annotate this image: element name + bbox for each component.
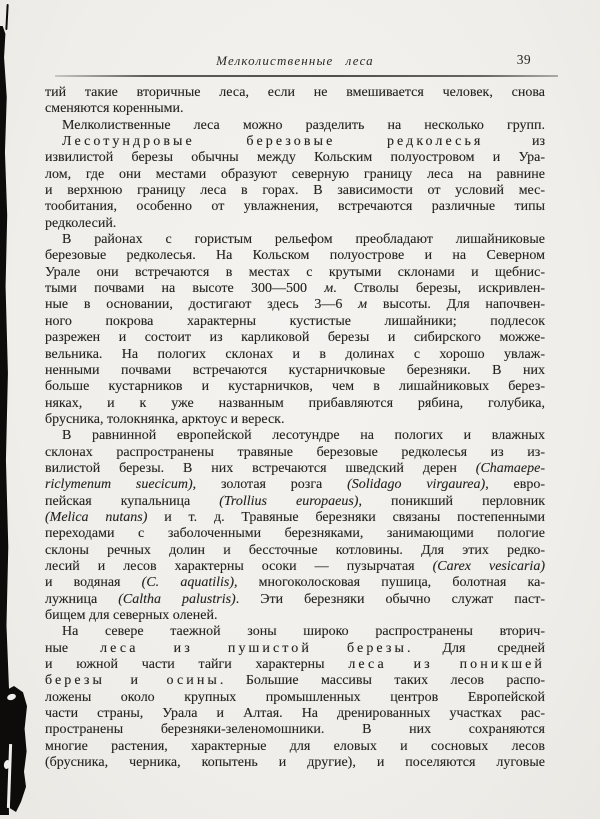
text-segment: , евро- [485, 477, 545, 493]
text-segment: склоны речных долин и бессточные котловины. Для этих редко- [45, 542, 545, 558]
text-line [45, 85, 545, 101]
text-segment: извилистой березы обычны между Кольским полуостровом и Ура- [45, 150, 545, 166]
latin-species-name: м [324, 281, 334, 297]
text-segment: бищем для северных оленей. [45, 608, 218, 623]
text-line [45, 248, 545, 264]
text-segment: лом, где они местами образуют северную границу леса на равнине [45, 166, 545, 182]
page-body [45, 85, 545, 771]
latin-species-name: riclymenum suecicum) [45, 477, 193, 493]
text-line [45, 641, 545, 657]
text-segment: сменяются коренными. [45, 101, 184, 117]
text-line [45, 101, 545, 117]
text-segment: лесий и лесов характерны осоки — пузырчатая [45, 558, 433, 574]
text-line [45, 330, 545, 346]
text-segment: ные в основании, достигают здесь 3—6 [45, 297, 359, 313]
text-line [45, 232, 545, 248]
text-line [45, 150, 545, 166]
text-segment: вилистой березы. В них встречаются шведский дерен [45, 460, 476, 476]
latin-species-name: (Melica nutans) [45, 509, 148, 525]
text-line [45, 755, 545, 771]
text-line [45, 477, 545, 493]
text-line [45, 706, 545, 722]
emphasized-spaced-text: березы и осины [45, 673, 220, 689]
text-segment: высоты. Для напочвен- [367, 297, 545, 313]
text-segment: ного покрова характерны кустистые лишайники; подлесок [45, 313, 545, 329]
text-line [45, 314, 545, 330]
text-line [45, 722, 545, 738]
text-line [45, 657, 545, 673]
latin-species-name: (Caltha palustris) [118, 591, 236, 607]
page-number: 39 [516, 52, 531, 67]
text-line [45, 445, 545, 461]
text-line [45, 510, 545, 526]
text-segment: , многоколосковая пушица, болотная ка- [234, 575, 545, 591]
text-line [45, 559, 545, 575]
text-segment: , золотая розга [192, 477, 348, 493]
text-segment: тообитания, особенно от увлажнения, встречаются различные типы [45, 199, 545, 215]
text-segment: ные [45, 640, 101, 656]
latin-species-name: (C. aquatilis) [141, 575, 234, 591]
text-segment: разрежен и состоит из карликовой березы и сибирского можже- [45, 330, 545, 346]
text-segment: склонах распространены травяные березовые редколесья из из- [45, 444, 545, 460]
text-line [45, 543, 545, 559]
text-line [45, 526, 545, 542]
text-line [45, 347, 545, 363]
text-segment: пейская купальница [45, 493, 220, 509]
text-segment: и верхнюю границу леса в горах. В зависимости от условий мес- [45, 183, 545, 199]
text-segment: (брусника, черника, копытень и другие), и поселяются луговые [45, 755, 545, 771]
text-line [45, 216, 545, 232]
latin-species-name: (Chamaepe- [475, 460, 545, 476]
text-line [45, 297, 545, 313]
text-line [45, 363, 545, 379]
latin-species-name: (Solidago virgaurea) [347, 477, 486, 493]
text-segment: лужница [45, 591, 119, 607]
text-segment: редколесий. [45, 215, 117, 231]
text-line [45, 379, 545, 395]
text-line [45, 281, 545, 297]
text-line [45, 608, 545, 624]
running-title: Мелколиственные леса [216, 53, 374, 68]
text-segment: няках, и к уже названным прибавляются рябина, голубика, [45, 395, 545, 411]
text-segment: В равнинной европейской лесотундре на пологих и влажных [62, 428, 545, 444]
text-line [45, 428, 545, 444]
text-line [45, 575, 545, 591]
text-segment: многие растения, характерные для еловых и сосновых лесов [45, 738, 545, 754]
text-segment: В районах с гористым рельефом преобладают лишайниковые [62, 232, 545, 248]
text-line [45, 265, 545, 281]
latin-species-name: (Carex vesicaria) [432, 558, 545, 574]
text-segment: больше кустарников и кустарничков, чем в лишайниковых берез- [45, 379, 545, 395]
text-segment: . Эти березняки обычно служат паст- [235, 591, 545, 607]
text-line [45, 199, 545, 215]
emphasized-spaced-text: Лесотундровые березовые редколесья [62, 134, 484, 150]
text-segment: . Для средней [406, 640, 545, 656]
text-segment: ложены около крупных промышленных центров Европейской [45, 689, 545, 705]
text-segment: ненными почвами встречаются кустарничковые березняки. В них [45, 362, 545, 378]
text-line [45, 592, 545, 608]
scan-artifact-tick [5, 4, 8, 30]
text-segment: . Большие массивы таких лесов распо- [219, 673, 545, 689]
text-segment: и т. д. Травяные березняки связаны постепенными [147, 509, 545, 525]
text-segment: Урале они встречаются в местах с крутыми склонами и щебнис- [45, 264, 545, 280]
text-segment: части страны, Урала и Алтая. На дренированных участках рас- [45, 706, 545, 722]
text-line [45, 118, 545, 134]
text-segment: , поникший перловник [358, 493, 545, 509]
text-line [45, 624, 545, 640]
text-segment: и южной части тайги характерны [45, 657, 349, 673]
emphasized-spaced-text: леса из пушистой березы [100, 640, 407, 656]
text-segment: тий такие вторичные леса, если не вмешивается человек, снова [45, 85, 545, 100]
text-segment: вельника. На пологих склонах и в долинах с хорошо увлаж- [45, 346, 545, 362]
text-segment: . Стволы березы, искривлен- [333, 281, 546, 297]
text-line [45, 739, 545, 755]
text-line [45, 690, 545, 706]
text-line [45, 183, 545, 199]
text-segment: пространены березняки-зеленомошники. В них сохраняются [45, 722, 545, 738]
text-segment: березовые редколесья. На Кольском полуострове и на Северном [45, 248, 545, 264]
text-segment: брусника, толокнянка, арктоус и вереск. [45, 411, 285, 427]
text-segment: переходами с заболоченными березняками, занимающими пологие [45, 526, 545, 542]
text-segment: и водяная [45, 575, 142, 591]
latin-species-name: м [358, 297, 368, 313]
text-line [45, 134, 545, 150]
text-line [45, 494, 545, 510]
text-segment: из [483, 134, 545, 150]
text-segment: тыми почвами на высоте 300—500 [45, 281, 325, 297]
text-line [45, 673, 545, 689]
text-segment: Мелколиственные леса можно разделить на несколько групп. [62, 117, 545, 133]
header-rule [55, 75, 558, 77]
emphasized-spaced-text: леса из поникшей [348, 657, 545, 673]
running-head [45, 53, 545, 69]
text-line [45, 396, 545, 412]
text-line [45, 461, 545, 477]
text-line [45, 167, 545, 183]
text-segment: На севере таежной зоны широко распространены вторич- [62, 624, 545, 640]
latin-species-name: (Trollius europaeus) [219, 493, 359, 509]
text-line [45, 412, 545, 428]
